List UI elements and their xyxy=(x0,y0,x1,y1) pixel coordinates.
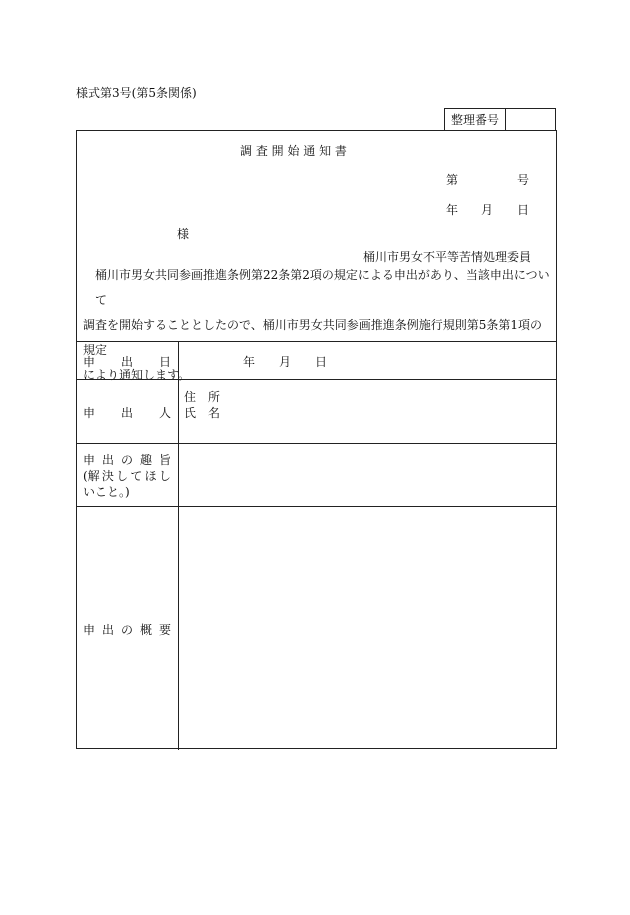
addressee-suffix: 様 xyxy=(177,227,190,241)
reference-number-box xyxy=(444,108,556,130)
notice-form-frame xyxy=(76,130,557,749)
label-char: の xyxy=(120,453,133,467)
label-char: 出 xyxy=(120,406,133,420)
label-char: 日 xyxy=(158,355,171,369)
label-char: 申 xyxy=(83,453,96,467)
reference-number-field[interactable] xyxy=(506,109,555,130)
label-char: 旨 xyxy=(158,453,171,467)
divider xyxy=(77,506,556,507)
label-line xyxy=(83,452,171,468)
number-prefix: 第 xyxy=(446,173,459,187)
filing-date-year: 年 xyxy=(243,355,256,369)
label-char: し xyxy=(116,469,129,483)
label-char: し xyxy=(158,469,171,483)
date-year: 年 xyxy=(446,203,459,217)
sender-name: 桶川市男女不平等苦情処理委員 xyxy=(363,250,532,264)
filing-date-month: 月 xyxy=(279,355,292,369)
request-summary-label xyxy=(83,621,171,638)
divider xyxy=(77,341,556,342)
applicant-address-label: 住 所 xyxy=(184,390,221,404)
notice-body-line: 調査を開始することとしたので、桶川市男女共同参画推進条例施行規則第5条第1項の規定 xyxy=(83,318,543,357)
form-number: 様式第3号(第5条関係) xyxy=(76,86,197,100)
notice-body-line: 桶川市男女共同参画推進条例第22条第2項の規定による申出があり、当該申出について xyxy=(95,268,550,307)
filing-date-label xyxy=(83,353,171,370)
filing-date-day: 日 xyxy=(315,355,328,369)
request-purpose-label xyxy=(83,452,171,500)
notice-body-line: により通知します。 xyxy=(83,368,191,382)
label-char: 申 xyxy=(83,623,96,637)
label-char: (解 xyxy=(83,469,100,483)
column-divider xyxy=(178,341,179,750)
label-char: 出 xyxy=(101,623,114,637)
label-line: いこと。) xyxy=(83,485,130,499)
label-line xyxy=(83,468,171,484)
label-char: 趣 xyxy=(139,453,152,467)
date-month: 月 xyxy=(481,203,494,217)
label-char: て xyxy=(130,469,143,483)
applicant-name-label: 氏 名 xyxy=(184,406,221,420)
label-char: 概 xyxy=(139,623,152,637)
label-char: の xyxy=(120,623,133,637)
document-title: 調 査 開 始 通 知 書 xyxy=(240,144,347,158)
label-char: 申 xyxy=(83,355,96,369)
divider xyxy=(77,379,556,380)
label-char: ほ xyxy=(144,469,157,483)
label-char: 出 xyxy=(101,453,114,467)
label-char: 出 xyxy=(120,355,133,369)
number-suffix: 号 xyxy=(517,173,530,187)
label-char: 要 xyxy=(158,623,171,637)
applicant-label xyxy=(83,404,171,421)
reference-number-label: 整理番号 xyxy=(445,109,506,130)
label-char: 人 xyxy=(158,406,171,420)
label-char: 申 xyxy=(83,406,96,420)
label-char: 決 xyxy=(101,469,114,483)
divider xyxy=(77,443,556,444)
date-day: 日 xyxy=(517,203,530,217)
